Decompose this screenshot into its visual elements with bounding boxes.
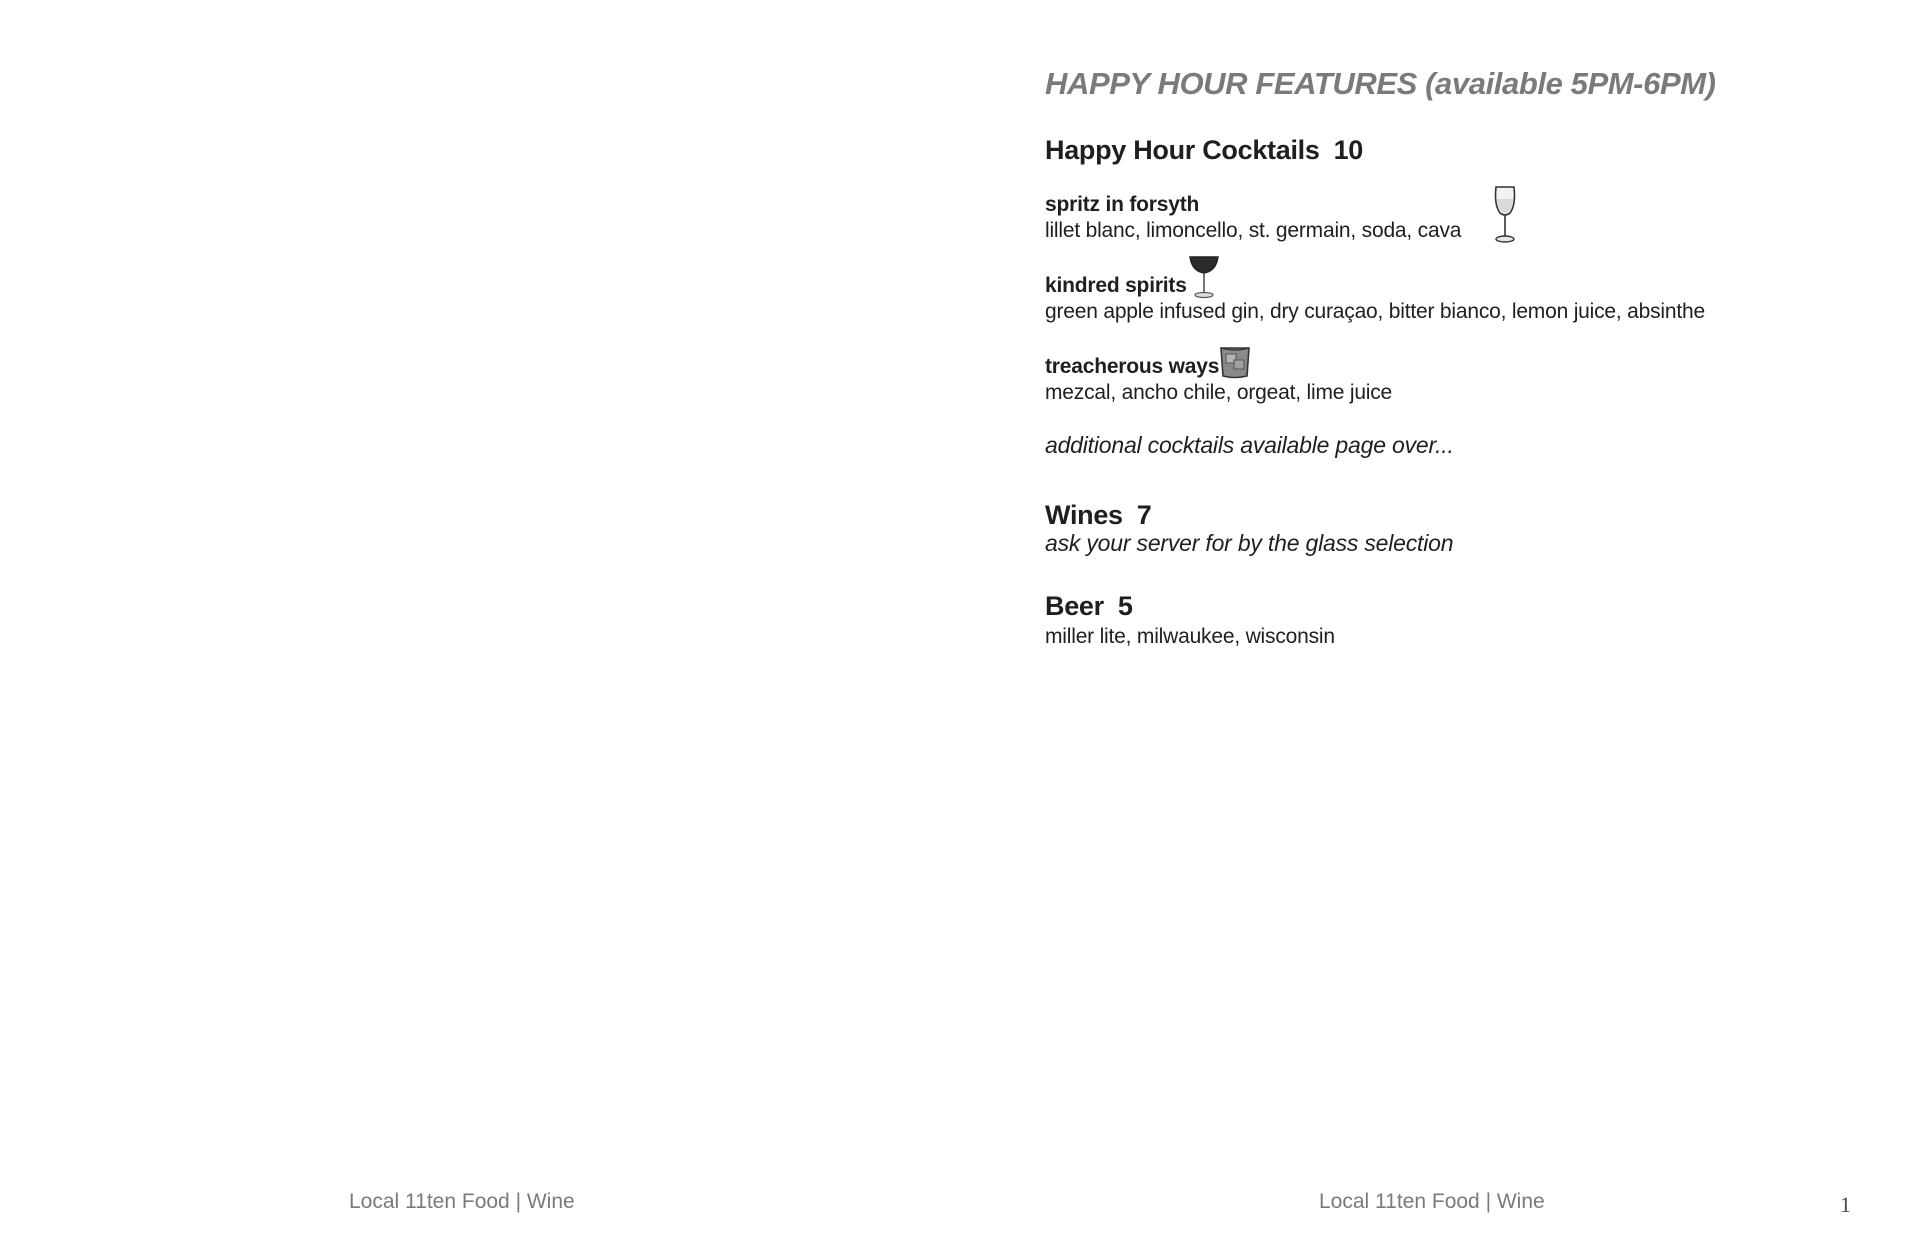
- beer-price: 5: [1117, 591, 1133, 621]
- wines-title: Wines: [1045, 500, 1123, 530]
- cocktails-section-title: [1045, 135, 1363, 166]
- additional-cocktails-note: additional cocktails available page over...: [1045, 432, 1454, 458]
- cocktail-desc-kindred: green apple infused gin, dry curaçao, bitter bianco, lemon juice, absinthe: [1045, 300, 1705, 323]
- coupe-glass-icon: [1188, 251, 1220, 299]
- wines-price: 7: [1136, 500, 1152, 530]
- cocktail-desc-spritz: lillet blanc, limoncello, st. germain, soda, cava: [1045, 219, 1462, 242]
- cocktail-name-treacherous: treacherous ways: [1045, 355, 1220, 378]
- beer-section-title: [1045, 591, 1133, 622]
- footer-right: Local 11ten Food | Wine: [1319, 1190, 1545, 1213]
- rocks-glass-icon: [1218, 344, 1252, 380]
- beer-desc: miller lite, milwaukee, wisconsin: [1045, 625, 1335, 648]
- wine-glass-icon: [1490, 183, 1520, 245]
- happy-hour-header: HAPPY HOUR FEATURES (available 5PM-6PM): [1045, 66, 1716, 101]
- page-number: 1: [1840, 1192, 1851, 1217]
- cocktail-name-kindred: kindred spirits: [1045, 274, 1187, 297]
- cocktails-price: 10: [1333, 135, 1363, 165]
- wines-section-title: [1045, 500, 1152, 531]
- beer-title: Beer: [1045, 591, 1104, 621]
- footer-left: Local 11ten Food | Wine: [349, 1190, 575, 1213]
- wines-note: ask your server for by the glass selection: [1045, 530, 1454, 556]
- cocktail-desc-treacherous: mezcal, ancho chile, orgeat, lime juice: [1045, 381, 1393, 404]
- cocktail-name-spritz: spritz in forsyth: [1045, 193, 1200, 216]
- cocktails-title: Happy Hour Cocktails: [1045, 135, 1320, 165]
